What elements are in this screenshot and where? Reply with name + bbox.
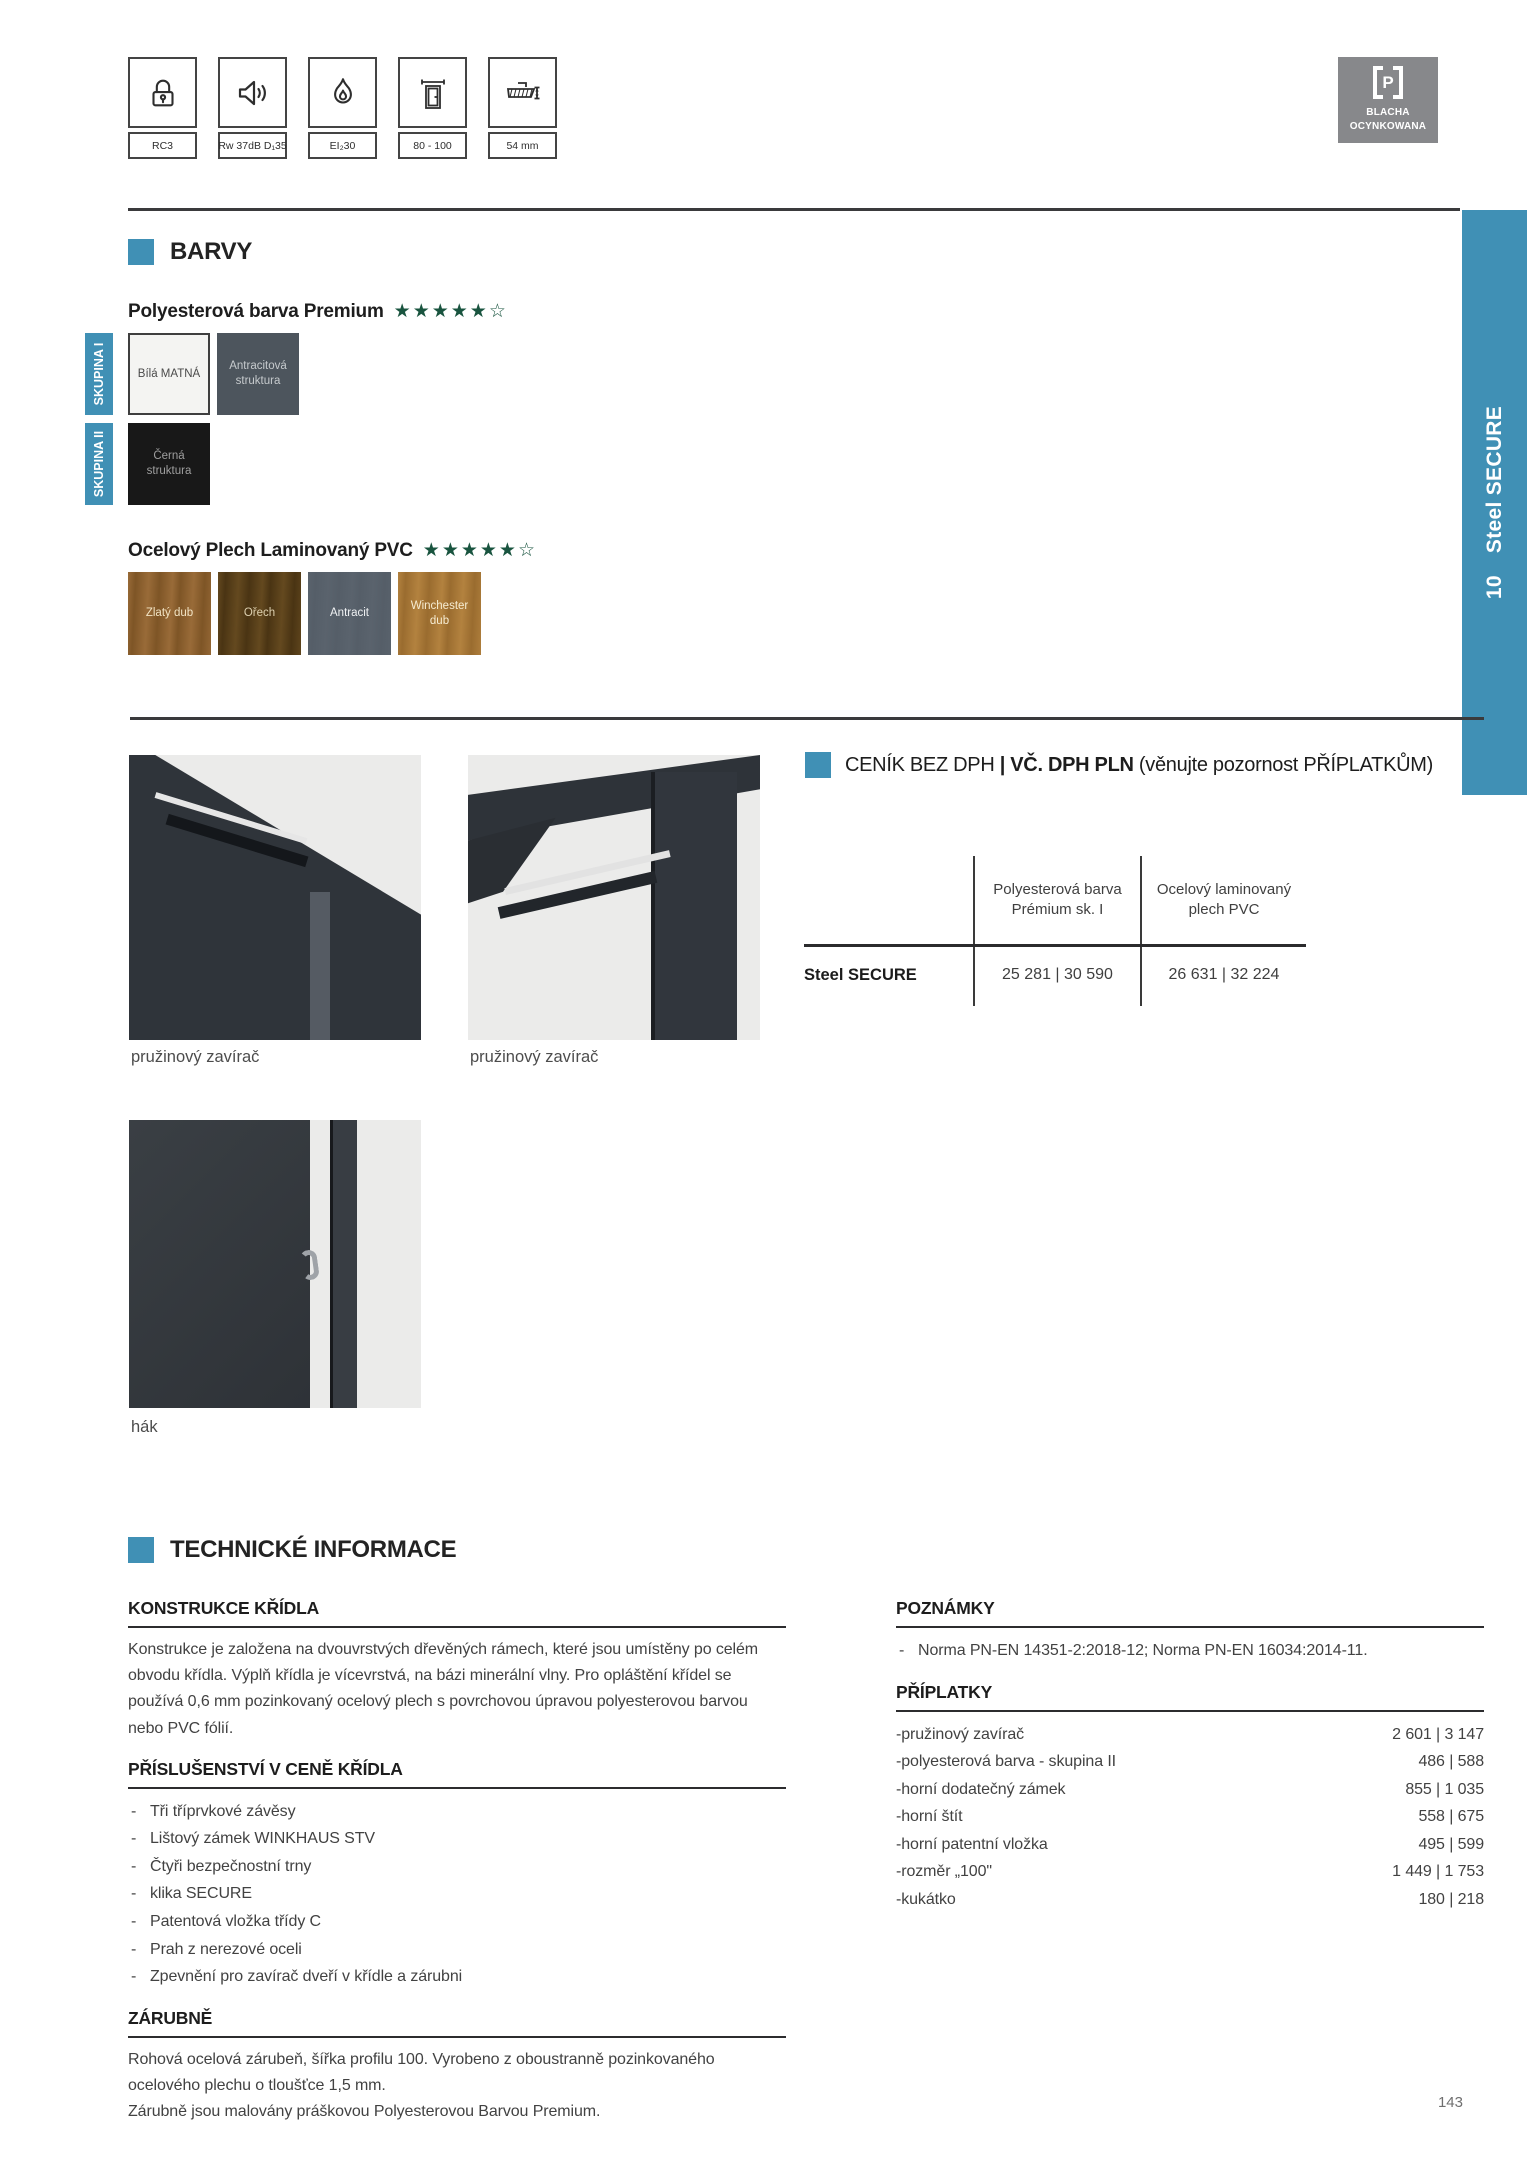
list-item-text: klika SECURE: [150, 1885, 252, 1903]
zarubne-lines: [128, 2047, 786, 2126]
header-line: plech PVC: [1188, 901, 1260, 918]
surcharge-label: [896, 1721, 1392, 1749]
section-paragraph: Zárubně jsou malovány práškovou Polyesterovou Barvou Premium.: [128, 2103, 601, 2121]
list-item: [128, 1798, 786, 1826]
list-item: [128, 1880, 786, 1908]
list-dash: -: [896, 1890, 902, 1908]
list-item-text: Norma PN-EN 14351-2:2018-12; Norma PN-EN 16034:2014-11.: [918, 1642, 1368, 1659]
list-dash: -: [131, 1940, 137, 1958]
approval-badges-row: [128, 57, 557, 159]
surcharge-label-text: pružinový zavírač: [901, 1725, 1025, 1743]
page-number: 143: [1437, 2094, 1463, 2111]
section-priplatky: [896, 1682, 1484, 1914]
surcharge-label-text: horní dodatečný zámek: [901, 1780, 1066, 1798]
approval-badge-label: Rw 37dB D₁35: [218, 132, 287, 159]
pricelist-title: [845, 754, 1433, 777]
section-bullet-icon: [805, 752, 831, 778]
premium-paint-title-text: Polyesterová barva Premium: [128, 301, 384, 322]
list-dash: -: [131, 1802, 137, 1820]
surcharge-label-text: polyesterová barva - skupina II: [901, 1753, 1117, 1771]
pricelist-title-bold: | VČ. DPH PLN: [999, 753, 1139, 776]
surcharge-row: [896, 1748, 1484, 1776]
approval-badge-label: 54 mm: [488, 132, 557, 159]
group-label-tab: [85, 423, 113, 505]
surcharge-row: [896, 1776, 1484, 1804]
section-zarubne: [128, 2008, 786, 2126]
speaker-icon: [218, 57, 287, 128]
door-closer-photo-1: [129, 755, 421, 1040]
pricelist-title-regular: CENÍK BEZ DPH: [845, 753, 1000, 776]
swatch-group-row: [85, 333, 845, 415]
door-leaf-shape: [129, 1120, 310, 1408]
surcharge-price: 558 | 675: [1418, 1808, 1484, 1826]
hook-shape: [299, 1249, 320, 1281]
section-heading: ZÁRUBNĚ: [128, 2008, 786, 2038]
surcharge-label-text: rozměr „100": [901, 1863, 992, 1881]
list-dash: -: [131, 1885, 137, 1903]
premium-paint-title: [128, 300, 845, 323]
list-dash: -: [896, 1780, 902, 1798]
brand-letter: P: [1382, 72, 1394, 92]
technical-title: TECHNICKÉ INFORMACE: [170, 1536, 457, 1563]
swatch-group-row: [85, 423, 845, 505]
list-dash: -: [131, 1830, 137, 1848]
color-swatch: [308, 572, 391, 655]
surcharge-list: [896, 1721, 1484, 1914]
surcharge-label: [896, 1886, 1418, 1914]
door-hook-photo: [129, 1120, 421, 1408]
list-item: [896, 1637, 1484, 1665]
color-swatch-label: Antracit: [330, 607, 369, 620]
photo-caption: pružinový zavírač: [131, 1048, 260, 1066]
technical-right-column: [896, 1598, 1484, 2142]
surcharge-row: [896, 1831, 1484, 1859]
list-item: [128, 1936, 786, 1964]
surcharge-price: 2 601 | 3 147: [1392, 1725, 1484, 1743]
price-value: 25 281 | 30 590: [1002, 966, 1113, 983]
color-swatch-label: Ořech: [243, 607, 276, 620]
photo-caption: hák: [131, 1418, 158, 1436]
color-swatch: [128, 333, 210, 415]
color-swatch-label: Antracitová struktura: [229, 360, 287, 387]
surcharge-label: [896, 1858, 1392, 1886]
list-item-text: Lištový zámek WINKHAUS STV: [150, 1830, 376, 1848]
approval-badge: [398, 57, 467, 159]
list-item: [128, 1963, 786, 1991]
frame-panel-shape: [655, 772, 737, 1040]
rating-stars: ★★★★★☆: [393, 301, 508, 322]
pricelist-section-head: [805, 752, 1433, 778]
approval-badge: [128, 57, 197, 159]
surcharge-label: [896, 1776, 1405, 1804]
approval-badge-label: EI₂30: [308, 132, 377, 159]
pvc-swatch-row: [128, 572, 845, 655]
color-swatch: [128, 423, 210, 505]
surcharge-price: 495 | 599: [1418, 1835, 1484, 1853]
group-label-tab: [85, 333, 113, 415]
photo-caption: pružinový zavírač: [470, 1048, 599, 1066]
technical-section-head: [128, 1536, 456, 1564]
approval-badge: [488, 57, 557, 159]
badge-line2: OCYNKOWANA: [1349, 120, 1427, 132]
price-table: [804, 856, 1306, 1006]
price-column-header: [1142, 856, 1306, 944]
price-table-column-paint: [973, 856, 1140, 1006]
surcharge-label: [896, 1803, 1418, 1831]
list-dash: -: [896, 1725, 902, 1743]
color-swatch: [217, 333, 299, 415]
color-swatch-label: Bílá MATNÁ: [137, 367, 201, 380]
section-bullet-icon: [128, 1537, 154, 1563]
section-bullet-icon: [128, 239, 154, 265]
color-swatch: [398, 572, 481, 655]
group-label: SKUPINA I: [92, 342, 106, 406]
divider-middle: [130, 717, 1484, 720]
lock-icon: [128, 57, 197, 128]
list-dash: -: [896, 1863, 902, 1881]
color-swatch: [218, 572, 301, 655]
price-row-label: Steel SECURE: [804, 965, 917, 984]
pricelist-title-note: (věnujte pozornost PŘÍPLATKŮM): [1138, 753, 1433, 776]
flame-icon: [308, 57, 377, 128]
list-item-text: Prah z nerezové oceli: [150, 1940, 302, 1958]
section-heading: POZNÁMKY: [896, 1598, 1484, 1628]
notes-list: [896, 1637, 1484, 1665]
pvc-laminate-title-text: Ocelový Plech Laminovaný PVC: [128, 540, 413, 561]
surcharge-row: [896, 1858, 1484, 1886]
technical-left-column: [128, 1598, 786, 2142]
list-item: [128, 1853, 786, 1881]
frame-edge-shape: [310, 892, 330, 1040]
surcharge-label-text: kukátko: [901, 1890, 956, 1908]
rating-stars: ★★★★★☆: [422, 540, 537, 561]
color-swatch-label: Winchester dub: [410, 599, 469, 627]
list-item-text: Tři tříprvkové závěsy: [150, 1802, 296, 1820]
divider-top: [128, 208, 1460, 211]
approval-badge-label: 80 - 100: [398, 132, 467, 159]
section-heading: KONSTRUKCE KŘÍDLA: [128, 1598, 786, 1628]
list-item: [128, 1908, 786, 1936]
surcharge-label: [896, 1748, 1418, 1776]
section-poznamky: [896, 1598, 1484, 1665]
price-table-label-column: [804, 856, 973, 1006]
list-dash: -: [131, 1968, 137, 1986]
header-line: Polyesterová barva: [993, 880, 1122, 898]
price-table-rule: [804, 944, 1306, 947]
thickness-icon: [488, 57, 557, 128]
pvc-laminate-title: [128, 539, 845, 562]
list-item-text: Patentová vložka třídy C: [150, 1913, 322, 1930]
color-swatch: [128, 572, 211, 655]
frame-panel-shape: [333, 1120, 356, 1408]
surcharge-price: 486 | 588: [1418, 1753, 1484, 1771]
surcharge-label: [896, 1831, 1418, 1859]
list-dash: -: [896, 1753, 902, 1771]
price-table-column-pvc: [1140, 856, 1306, 1006]
color-swatch-label: Zlatý dub: [145, 607, 194, 620]
surcharge-row: [896, 1886, 1484, 1914]
section-konstrukce: [128, 1598, 786, 1742]
section-heading: PŘÍPLATKY: [896, 1682, 1484, 1712]
chapter-tab: [1462, 210, 1527, 795]
list-item-text: Čtyři bezpečnostní trny: [150, 1857, 312, 1875]
approval-badge: [218, 57, 287, 159]
list-dash: -: [896, 1808, 902, 1826]
price-table-empty-header: [804, 856, 973, 944]
approval-badge-label: RC3: [128, 132, 197, 159]
section-heading: PŘÍSLUŠENSTVÍ V CENĚ KŘÍDLA: [128, 1759, 786, 1789]
section-paragraph: Rohová ocelová zárubeň, šířka profilu 100. Vyrobeno z oboustranně pozinkovaného ocelového plechu o tloušťce 1,5 mm.: [128, 2050, 715, 2094]
list-dash: -: [131, 1857, 137, 1875]
list-item: [128, 1825, 786, 1853]
price-value: 26 631 | 32 224: [1168, 966, 1280, 983]
colors-title: BARVY: [170, 238, 253, 265]
badge-line1: BLACHA: [1366, 107, 1410, 118]
included-list: [128, 1798, 786, 1991]
list-item-text: Zpevnění pro zavírač dveří v křídle a zárubni: [150, 1968, 463, 1986]
header-line: Prémium sk. I: [1011, 901, 1104, 918]
group-label: SKUPINA II: [92, 430, 106, 498]
surcharge-price: 855 | 1 035: [1405, 1780, 1484, 1798]
color-swatch-label: Černá struktura: [146, 450, 192, 477]
brand-p-icon: [1373, 66, 1403, 99]
list-dash: -: [896, 1835, 902, 1853]
header-line: Ocelový laminovaný: [1156, 880, 1292, 898]
galvanized-sheet-badge: [1338, 57, 1438, 143]
chapter-label: Steel SECURE: [1482, 405, 1506, 554]
list-dash: -: [131, 1913, 137, 1930]
colors-section: [85, 238, 845, 663]
section-paragraph: Konstrukce je založena na dvouvrstvých dřevěných rámech, které jsou umístěny po celém obvodu křídla. Výplň křídla je vícevrstvá, na bázi minerální vlny. Pro opláštění křídel se používá 0,6 mm pozinkovaný ocelový plech s povrchovou úpravou polyesterovou barvou nebo PVC fólií.: [128, 1641, 759, 1737]
surcharge-label-text: horní štít: [901, 1808, 963, 1826]
technical-columns: [128, 1598, 1484, 2142]
section-prislusenstvi: [128, 1759, 786, 1991]
surcharge-price: 1 449 | 1 753: [1392, 1863, 1484, 1881]
surcharge-price: 180 | 218: [1418, 1890, 1484, 1908]
surcharge-row: [896, 1803, 1484, 1831]
chapter-number: 10: [1482, 575, 1506, 600]
approval-badge: [308, 57, 377, 159]
surcharge-label-text: horní patentní vložka: [901, 1835, 1048, 1853]
door-width-icon: [398, 57, 467, 128]
door-closer-photo-2: [468, 755, 760, 1040]
price-column-header: [975, 856, 1140, 944]
colors-section-head: [128, 238, 845, 266]
surcharge-row: [896, 1721, 1484, 1749]
premium-swatch-rows: [85, 333, 845, 505]
list-dash: -: [899, 1642, 905, 1659]
